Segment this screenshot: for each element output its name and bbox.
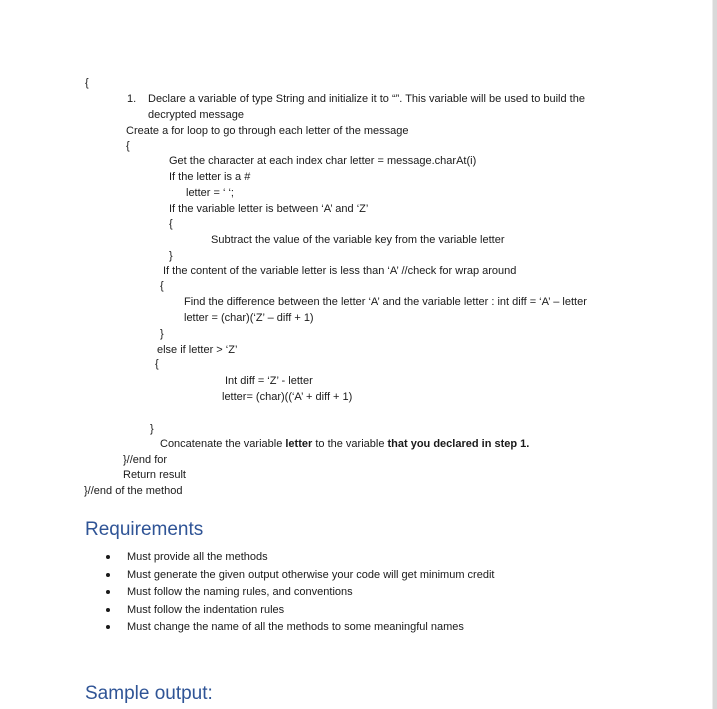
less-close-brace: } [160,328,164,340]
subtract-key-line: Subtract the value of the variable key from the variable letter [211,234,505,246]
assign-wrap-a-line: letter= (char)((‘A’ + diff + 1) [222,391,353,403]
requirement-item: Must follow the indentation rules [127,604,285,616]
concat-bold-letter: letter [285,438,313,450]
for-loop-line: Create a for loop to go through each letter of the message [126,125,409,137]
greater-close-brace: } [150,423,154,435]
end-method-line: }//end of the method [84,485,183,497]
greater-open-brace: { [155,358,159,370]
concat-prefix: Concatenate the variable [160,438,286,450]
if-hash-line: If the letter is a # [169,171,251,183]
between-open-brace: { [169,218,173,230]
assign-wrap-z-line: letter = (char)(‘Z’ – diff + 1) [184,312,314,324]
step1-text-line1: Declare a variable of type String and initialize it to “”. This variable will be used to build the [148,93,585,105]
if-between-line: If the variable letter is between ‘A’ and ‘Z’ [169,203,369,215]
bullet-icon [106,625,110,629]
end-for-line: }//end for [123,454,168,466]
requirement-item: Must provide all the methods [127,551,268,563]
bullet-icon [106,608,110,612]
concat-line [160,437,529,451]
step-number: 1. [127,93,137,105]
return-result-line: Return result [123,469,186,481]
concat-bold-step: that you declared in step 1. [387,438,530,450]
if-less-line: If the content of the variable letter is less than ‘A’ //check for wrap around [163,265,517,277]
requirement-item: Must generate the given output otherwise your code will get minimum credit [127,569,495,581]
outer-open-brace: { [85,77,89,89]
for-open-brace: { [126,140,130,152]
get-char-line: Get the character at each index char letter = message.charAt(i) [169,155,477,167]
bullet-icon [106,555,110,559]
sample-output-heading: Sample output: [85,683,213,704]
requirement-item: Must change the name of all the methods to some meaningful names [127,621,464,633]
less-open-brace: { [160,280,164,292]
bullet-icon [106,590,110,594]
concat-middle: to the variable [312,438,388,450]
int-diff-line: Int diff = ‘Z’ - letter [225,375,313,387]
page-edge [713,0,717,709]
else-if-greater-line: else if letter > ‘Z’ [157,344,238,356]
assign-space-line: letter = ‘ ‘; [186,187,234,199]
bullet-icon [106,573,110,577]
requirements-heading: Requirements [85,519,204,540]
requirement-item: Must follow the naming rules, and conventions [127,586,353,598]
find-diff-line: Find the difference between the letter ‘A’ and the variable letter : int diff = ‘A’ – letter [184,296,587,308]
between-close-brace: } [169,250,173,262]
step1-text-line2: decrypted message [148,109,244,121]
